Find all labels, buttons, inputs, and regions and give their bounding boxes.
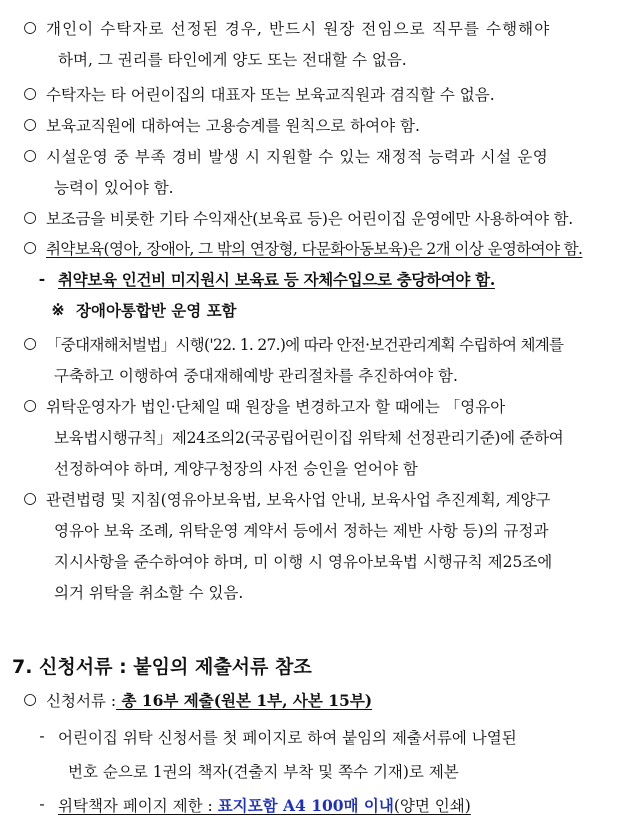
- item-text-line: 관련법령 및 지침(영유아보육법, 보육사업 안내, 보육사업 추진계획, 계양구: [46, 491, 551, 509]
- section-heading: 7. 신청서류 : 붙임의 제출서류 참조: [12, 656, 312, 678]
- item-text-line: 보육교직원에 대하여는 고용승계를 원칙으로 하여야 함.: [46, 117, 420, 135]
- page-limit-line: [58, 795, 471, 817]
- item-text-line: 수탁자는 타 어린이집의 대표자 또는 보육교직원과 겸직할 수 없음.: [46, 86, 495, 104]
- circle-bullet: ○: [23, 489, 37, 507]
- item-text-line: 위탁운영자가 법인·단체일 때 원장을 변경하고자 할 때에는 「영유아: [46, 398, 506, 416]
- circle-bullet: ○: [23, 690, 37, 708]
- note-mark: ※: [51, 300, 65, 319]
- docs-label: 신청서류 :: [46, 692, 117, 710]
- item-text-line: 취약보육 인건비 미지원시 보육료 등 자체수입으로 충당하여야 함.: [58, 270, 495, 289]
- dash-bullet: -: [38, 269, 46, 288]
- item-text-line: 하며, 그 권리를 타인에게 양도 또는 전대할 수 없음.: [58, 51, 407, 69]
- item-text-line: 보조금을 비롯한 기타 수익재산(보육료 등)은 어린이집 운영에만 사용하여야 함.: [46, 210, 573, 228]
- item-text-line: 능력이 있어야 함.: [54, 179, 174, 197]
- docs-value: 총 16부 제출(원본 1부, 사본 15부): [116, 691, 373, 710]
- dash-bullet: -: [39, 727, 45, 745]
- circle-bullet: ○: [23, 396, 37, 414]
- page-limit-label: 위탁책자 페이지 제한 :: [58, 797, 218, 815]
- circle-bullet: ○: [23, 115, 37, 133]
- item-text-line: 의거 위탁을 취소할 수 있음.: [54, 584, 244, 602]
- item-text-line: 보육법시행규칙」제24조의2(국공립어린이집 위탁체 선정관리기준)에 준하여: [54, 429, 564, 447]
- item-text-line: 「중대재해처벌법」시행('22. 1. 27.)에 따라 안전·보건관리계획 수립하여 체계를: [46, 336, 564, 354]
- item-text-line: 번호 순으로 1권의 책자(견출지 부착 및 쪽수 기재)로 제본: [68, 763, 459, 781]
- item-text-line: 어린이집 위탁 신청서를 첫 페이지로 하여 붙임의 제출서류에 나열된: [58, 729, 517, 747]
- item-text-line: 구축하고 이행하여 중대재해예방 관리절차를 추진하여야 함.: [54, 367, 458, 385]
- circle-bullet: ○: [23, 84, 37, 102]
- item-text-line: 취약보육(영아, 장애아, 그 밖의 연장형, 다문화아동보육)은 2개 이상 운영하여야 함.: [46, 240, 583, 258]
- item-text-line: 영유아 보육 조례, 위탁운영 계약서 등에서 정하는 제반 사항 등)의 규정과: [54, 522, 549, 540]
- docs-line: [46, 690, 372, 712]
- item-text-line: 지시사항을 준수하여야 하며, 미 이행 시 영유아보육법 시행규칙 제25조에: [54, 553, 553, 571]
- circle-bullet: ○: [23, 18, 37, 36]
- item-text-line: 개인이 수탁자로 선정된 경우, 반드시 원장 전임으로 직무를 수행해야: [46, 20, 551, 38]
- page-limit-value: 표지포함 A4 100매 이내: [217, 796, 394, 815]
- circle-bullet: ○: [23, 334, 37, 352]
- circle-bullet: ○: [23, 208, 37, 226]
- dash-bullet: -: [39, 795, 45, 813]
- item-text-line: 장애아통합반 운영 포함: [76, 301, 237, 320]
- item-text-line: 선정하여야 하며, 계양구청장의 사전 승인을 얻어야 함: [54, 460, 418, 478]
- item-text-line: 시설운영 중 부족 경비 발생 시 지원할 수 있는 재정적 능력과 시설 운영: [46, 148, 549, 166]
- page-limit-suffix: (양면 인쇄): [393, 797, 471, 815]
- circle-bullet: ○: [23, 146, 37, 164]
- circle-bullet: ○: [23, 238, 37, 256]
